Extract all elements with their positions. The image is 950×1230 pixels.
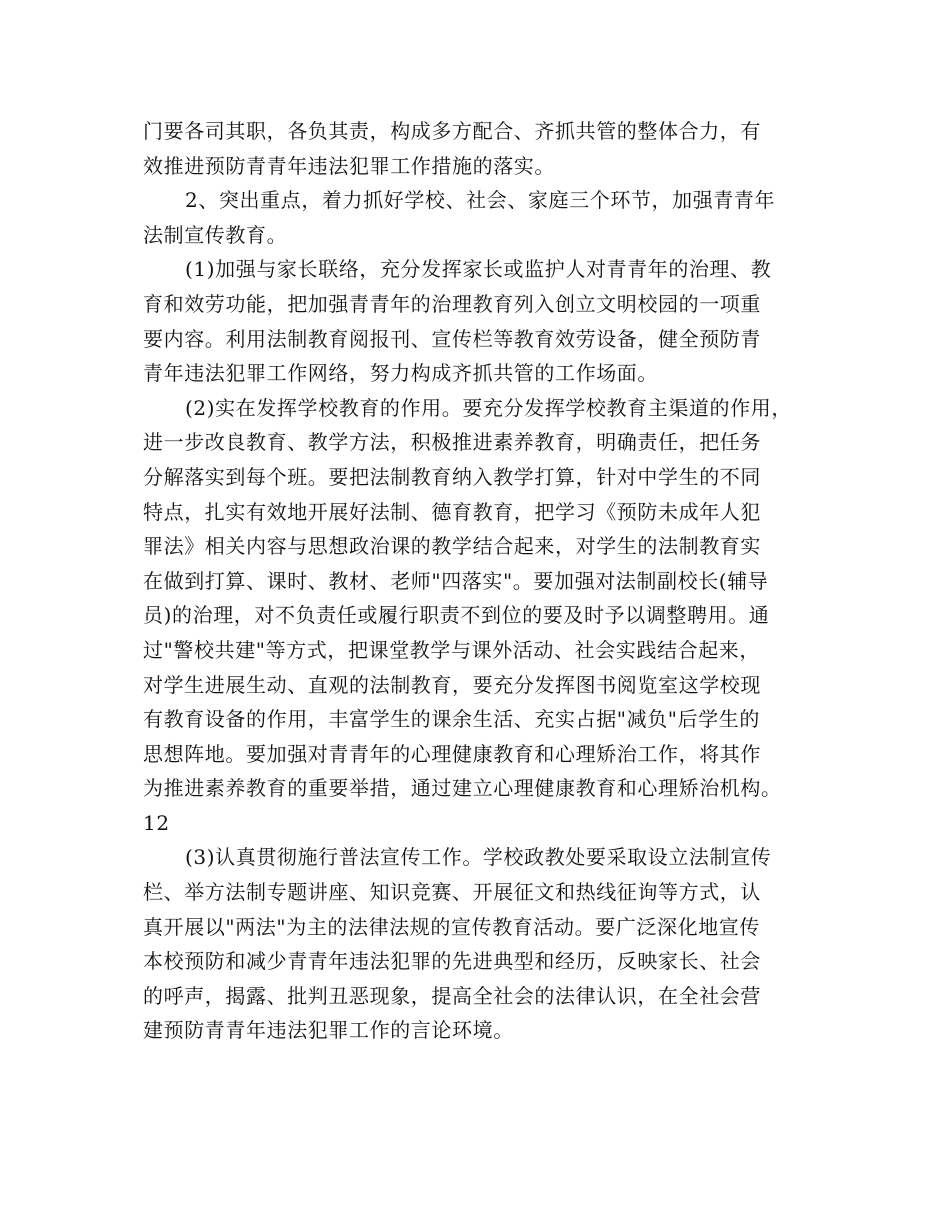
text-line: 员)的治理，对不负责任或履行职责不到位的要及时予以调整聘用。通 [143, 603, 770, 628]
text-line: 为推进素养教育的重要举措，通过建立心理健康教育和心理矫治机构。 [143, 776, 782, 801]
text-line: 思想阵地。要加强对青青年的心理健康教育和心理矫治工作，将其作 [143, 741, 761, 766]
text-line: 对学生进展生动、直观的法制教育，要充分发挥图书阅览室这学校现 [143, 672, 761, 697]
paragraph-start-line: (1)加强与家长联络，充分发挥家长或监护人对青青年的治理、教 [185, 257, 772, 282]
text-line: 本校预防和减少青青年违法犯罪的先进典型和经历，反映家长、社会 [143, 949, 761, 974]
body-text [143, 114, 828, 1048]
text-line: 特点，扎实有效地开展好法制、德育教育，把学习《预防未成年人犯 [143, 499, 761, 524]
text-line: 效推进预防青青年违法犯罪工作措施的落实。 [143, 153, 555, 178]
text-line: 法制宣传教育。 [143, 222, 288, 247]
text-line: 在做到打算、课时、教材、老师"四落实"。要加强对法制副校长(辅导 [143, 568, 769, 593]
text-line: 罪法》相关内容与思想政治课的教学结合起来，对学生的法制教育实 [143, 534, 761, 559]
text-line: 分解落实到每个班。要把法制教育纳入教学打算，针对中学生的不同 [143, 464, 761, 489]
text-line: 栏、举方法制专题讲座、知识竞赛、开展征文和热线征询等方式，认 [143, 880, 761, 905]
text-line: 建预防青青年违法犯罪工作的言论环境。 [143, 1018, 514, 1043]
text-line: 要内容。利用法制教育阅报刊、宣传栏等教育效劳设备，健全预防青 [143, 326, 761, 351]
paragraph-start-line: (3)认真贯彻施行普法宣传工作。学校政教处要采取设立法制宣传 [185, 845, 772, 870]
text-line: 门要各司其职，各负其责，构成多方配合、齐抓共管的整体合力，有 [143, 119, 761, 143]
paragraph-start-line: 2、突出重点，着力抓好学校、社会、家庭三个环节，加强青青年 [185, 188, 776, 213]
text-line: 有教育设备的作用，丰富学生的课余生活、充实占据"减负"后学生的 [143, 707, 760, 732]
text-line: 真开展以"两法"为主的法律法规的宣传教育活动。要广泛深化地宣传 [143, 914, 760, 939]
paragraph-start-line: (2)实在发挥学校教育的作用。要充分发挥学校教育主渠道的作用， [185, 395, 792, 420]
text-line: 的呼声，揭露、批判丑恶现象，提高全社会的法律认识，在全社会营 [143, 983, 761, 1008]
text-line: 青年违法犯罪工作网络，努力构成齐抓共管的工作场面。 [143, 361, 658, 386]
text-line: 进一步改良教育、教学方法，积极推进素养教育，明确责任，把任务 [143, 430, 761, 455]
text-line: 育和效劳功能，把加强青青年的治理教育列入创立文明校园的一项重 [143, 291, 761, 316]
text-line: 12 [143, 810, 170, 835]
text-line: 过"警校共建"等方式，把课堂教学与课外活动、社会实践结合起来， [143, 637, 760, 662]
